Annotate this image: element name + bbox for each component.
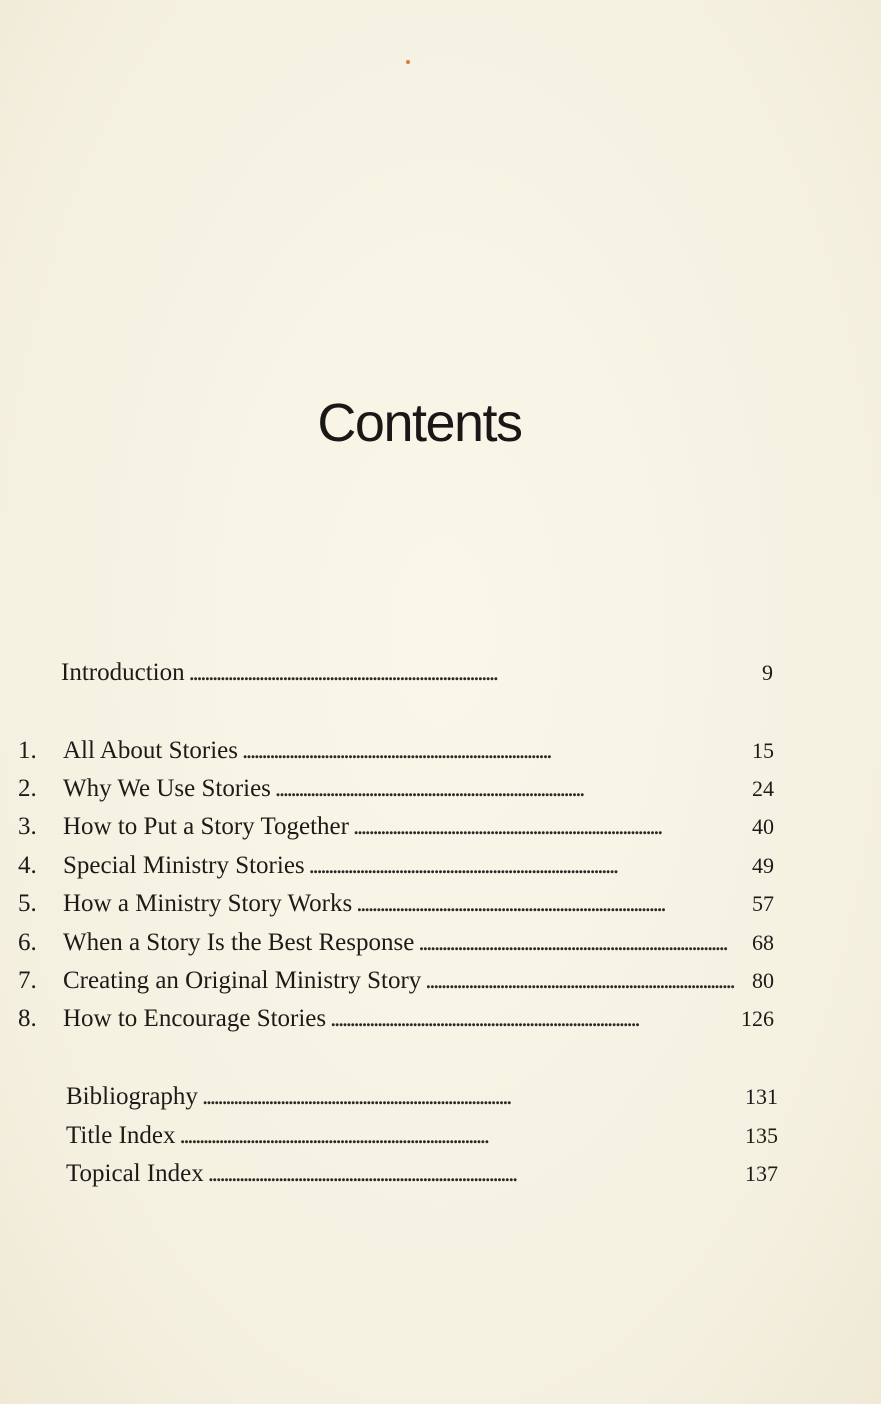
dot-leader	[309, 851, 748, 881]
toc-entry-page: 40	[752, 814, 774, 839]
toc-entry-label: How a Ministry Story Works	[63, 890, 353, 917]
toc-entry-page: 126	[741, 1006, 774, 1031]
toc-entry-chapter-7	[18, 966, 774, 996]
toc-entry-topical-index	[66, 1159, 778, 1189]
toc-entry-page: 68	[752, 930, 774, 955]
toc-entry-label: Title Index	[66, 1122, 176, 1149]
chapter-number: 2.	[18, 775, 37, 802]
toc-entry-label: Introduction	[61, 659, 185, 686]
toc-entry-page: 137	[745, 1161, 778, 1186]
toc-entry-page: 49	[752, 853, 774, 878]
toc-entry-chapter-6	[18, 928, 774, 958]
toc-entry-label: Special Ministry Stories	[63, 852, 305, 879]
dot-leader	[275, 774, 748, 804]
chapter-number: 1.	[18, 737, 37, 764]
toc-entry-chapter-2	[18, 774, 774, 804]
chapter-number: 5.	[18, 890, 37, 917]
toc-entry-page: 80	[752, 968, 774, 993]
toc-entry-chapter-8	[18, 1004, 774, 1034]
toc-entry-label: How to Encourage Stories	[63, 1005, 327, 1032]
toc-entry-label: How to Put a Story Together	[63, 813, 349, 840]
dot-leader	[189, 658, 758, 688]
toc-entry-page: 57	[752, 891, 774, 916]
toc-entry-page: 135	[745, 1123, 778, 1148]
chapter-number: 8.	[18, 1005, 37, 1032]
toc-entry-title-index	[66, 1121, 778, 1151]
page-title: Contents	[317, 393, 522, 453]
toc-entry-label: Topical Index	[66, 1160, 204, 1187]
toc-entry-label: All About Stories	[63, 737, 239, 764]
toc-entry-label: Why We Use Stories	[63, 775, 271, 802]
toc-entry-chapter-3	[18, 812, 774, 842]
toc-entry-chapter-4	[18, 851, 774, 881]
toc-entry-page: 24	[752, 776, 774, 801]
dot-leader	[418, 928, 748, 958]
chapter-number: 3.	[18, 813, 37, 840]
dot-leader	[425, 966, 748, 996]
chapter-number: 7.	[18, 967, 37, 994]
dot-leader	[208, 1159, 741, 1189]
dot-leader	[180, 1121, 742, 1151]
toc-entry-label: Creating an Original Ministry Story	[63, 967, 422, 994]
dot-leader	[353, 812, 748, 842]
toc-entry-page: 9	[762, 660, 773, 685]
toc-entry-chapter-1	[18, 736, 774, 766]
chapter-number: 4.	[18, 852, 37, 879]
toc-entry-bibliography	[66, 1082, 778, 1112]
toc-entry-page: 15	[752, 738, 774, 763]
toc-entry-page: 131	[745, 1084, 778, 1109]
toc-entry-chapter-5	[18, 889, 774, 919]
dot-leader	[242, 736, 748, 766]
toc-entry-label: When a Story Is the Best Response	[63, 929, 415, 956]
chapter-number: 6.	[18, 929, 37, 956]
dot-leader	[330, 1004, 737, 1034]
toc-entry-introduction	[61, 658, 773, 688]
dot-leader	[202, 1082, 741, 1112]
toc-entry-label: Bibliography	[66, 1083, 198, 1110]
dot-leader	[356, 889, 748, 919]
